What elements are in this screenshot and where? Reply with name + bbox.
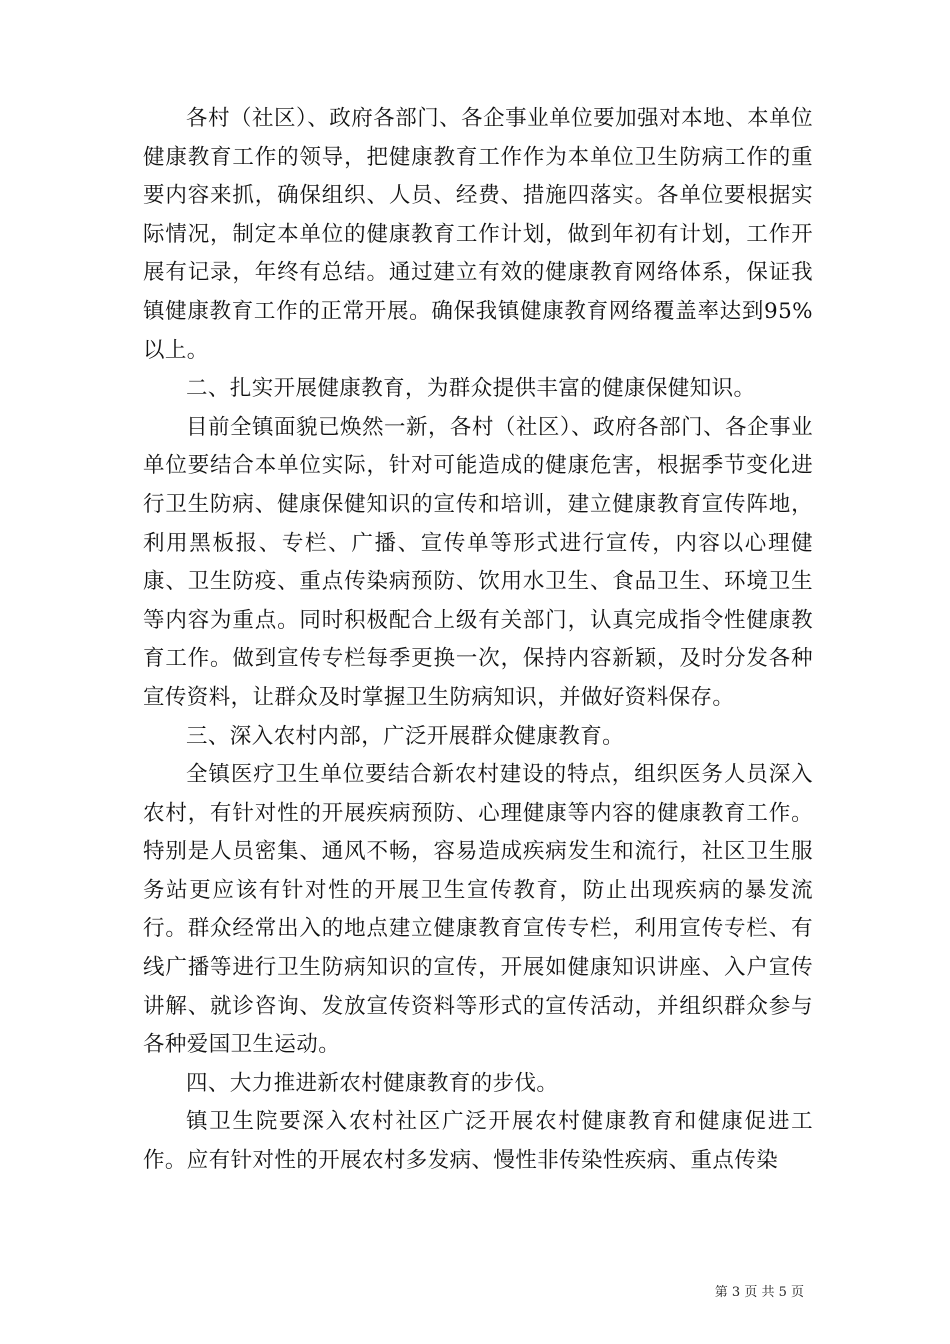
section-heading-2: 二、扎实开展健康教育，为群众提供丰富的健康保健知识。 xyxy=(186,376,756,402)
paragraph-section-4: 镇卫生院要深入农村社区广泛开展农村健康教育和健康促进工作。应有针对性的开展农村多发病、慢性非传染性疾病、重点传染 xyxy=(143,1109,813,1174)
section-heading-4: 四、大力推进新农村健康教育的步伐。 xyxy=(186,1070,559,1096)
paragraph-intro: 各村（社区）、政府各部门、各企事业单位要加强对本地、本单位健康教育工作的领导，把健康教育工作作为本单位卫生防病工作的重要内容来抓，确保组织、人员、经费、措施四落实。各单位要根据实际情况，制定本单位的健康教育工作计划，做到年初有计划，工作开展有记录，年终有总结。通过建立有效的健康教育网络体系，保证我镇健康教育工作的正常开展。确保我镇健康教育网络覆盖率达到95%以上。 xyxy=(143,106,813,363)
page-number: 第 3 页 共 5 页 xyxy=(714,1285,804,1300)
paragraph-section-2: 目前全镇面貌已焕然一新，各村（社区）、政府各部门、各企事业单位要结合本单位实际，针对可能造成的健康危害，根据季节变化进行卫生防病、健康保健知识的宣传和培训，建立健康教育宣传阵地，利用黑板报、专栏、广播、宣传单等形式进行宣传，内容以心理健康、卫生防疫、重点传染病预防、饮用水卫生、食品卫生、环境卫生等内容为重点。同时积极配合上级有关部门，认真完成指令性健康教育工作。做到宣传专栏每季更换一次，保持内容新颖，及时分发各种宣传资料，让群众及时掌握卫生防病知识，并做好资料保存。 xyxy=(143,414,813,710)
section-heading-3: 三、深入农村内部，广泛开展群众健康教育。 xyxy=(186,723,625,749)
paragraph-section-3: 全镇医疗卫生单位要结合新农村建设的特点，组织医务人员深入农村，有针对性的开展疾病预防、心理健康等内容的健康教育工作。特别是人员密集、通风不畅，容易造成疾病发生和流行，社区卫生服务站更应该有针对性的开展卫生宣传教育，防止出现疾病的暴发流行。群众经常出入的地点建立健康教育宣传专栏，利用宣传专栏、有线广播等进行卫生防病知识的宣传，开展如健康知识讲座、入户宣传讲解、就诊咨询、发放宣传资料等形式的宣传活动，并组织群众参与各种爱国卫生运动。 xyxy=(143,762,813,1058)
document-body xyxy=(143,100,813,1181)
